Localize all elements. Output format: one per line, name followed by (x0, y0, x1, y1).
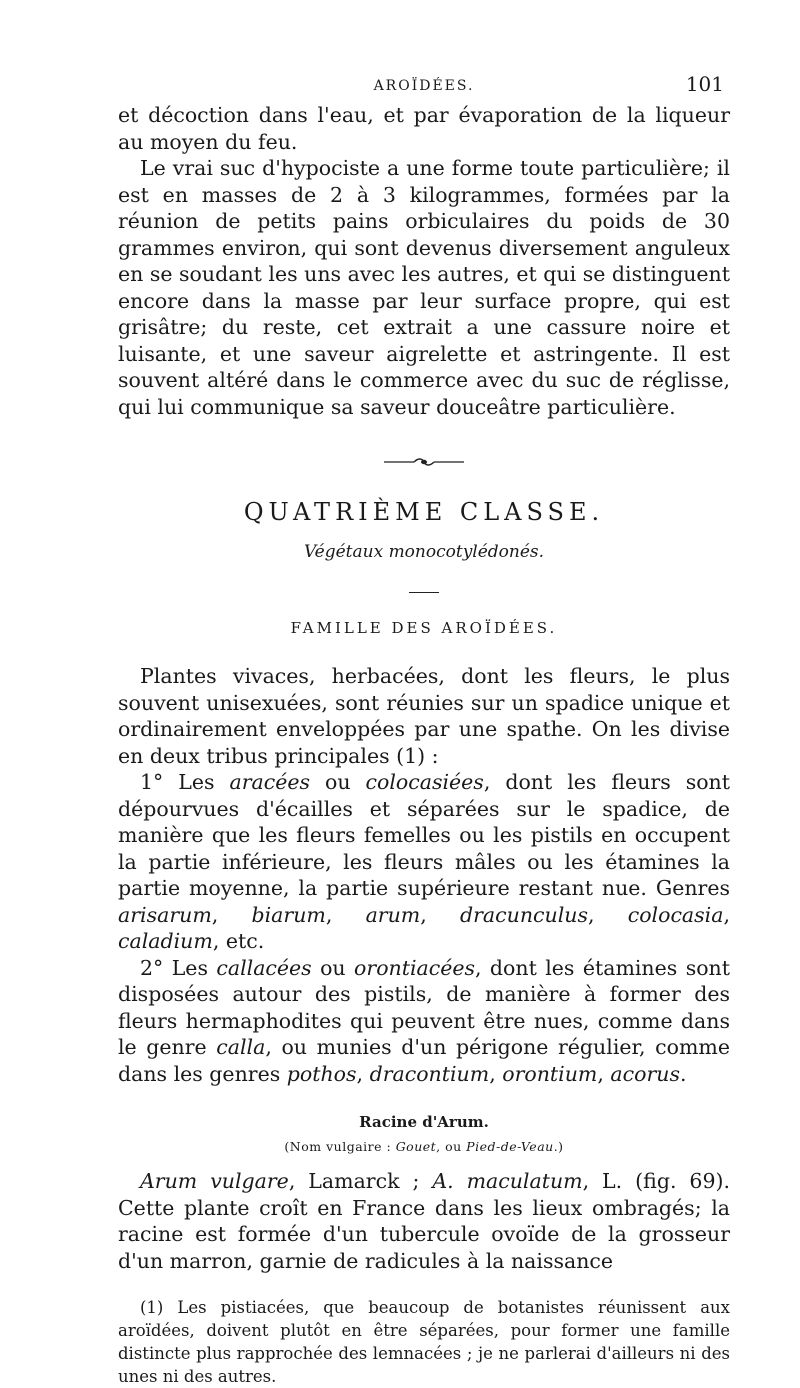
section-subtitle: (Nom vulgaire : Gouet, ou Pied-de-Veau.) (284, 1139, 564, 1154)
running-head (118, 72, 730, 102)
section-rule (409, 592, 439, 593)
class-subtitle: Végétaux monocotylédonés. (303, 542, 545, 562)
hypocist-paragraph: Le vrai suc d'hypociste a une forme toute particulière; il est en masses de 2 à 3 kilogrammes, formées par la réunion de petits pains orbiculaires du poids de 30 grammes environ, qui sont devenus diversement anguleux en se soudant les uns avec les autres, et qui se distinguent encore dans la masse par leur surface propre, qui est grisâtre; du reste, cet extrait a une cassure noire et luisante, et une saveur aigrelette et astringente. Il est souvent altéré dans le commerce avec du suc de réglisse, qui lui communique sa saveur douceâtre particulière. (118, 156, 730, 419)
tribe-1-paragraph: 1° Les aracées ou colocasiées, dont les fleurs sont dépourvues d'écailles et séparées sur le spadice, de manière que les fleurs femelles ou les pistils en occupent la partie inférieure, les fleurs mâles ou les étamines la partie moyenne, la partie supérieure restant nue. Genres arisarum, biarum, arum, dracunculus, colocasia, caladium, etc. (118, 770, 730, 953)
running-title: AROÏDÉES. (373, 78, 475, 94)
footnote-text: (1) Les pistiacées, que beaucoup de botanistes réunissent aux aroïdées, doivent plutôt en être séparées, pour former une famille distincte plus rapprochée des lemnacées ; je ne parlerai d'ailleurs ni des unes ni des autres. (118, 1298, 730, 1386)
arum-paragraph: Arum vulgare, Lamarck ; A. maculatum, L. (fig. 69). Cette plante croît en France dans les lieux ombragés; la racine est formée d'un tubercule ovoïde de la grosseur d'un marron, garnie de radicules à la naissance (118, 1169, 731, 1273)
ornament-divider-icon (384, 454, 464, 470)
page-number: 101 (685, 72, 724, 96)
family-title: FAMILLE DES AROÏDÉES. (290, 619, 558, 637)
class-title: QUATRIÈME CLASSE. (243, 498, 605, 526)
intro-paragraph: Plantes vivaces, herbacées, dont les fleurs, le plus souvent unisexuées, sont réunies sur un spadice unique et ordinairement enveloppées par une spathe. On les divise en deux tribus principales (1) : (118, 664, 730, 768)
section-title: Racine d'Arum. (359, 1113, 489, 1131)
book-page (118, 72, 730, 1388)
tribe-2-paragraph: 2° Les callacées ou orontiacées, dont les étamines sont disposées autour des pistils, de manière à former des fleurs hermaphodites qui peuvent être nues, comme dans le genre calla, ou munies d'un périgone régulier, comme dans les genres pothos, dracontium, orontium, acorus. (118, 955, 730, 1086)
continued-paragraph: et décoction dans l'eau, et par évaporation de la liqueur au moyen du feu. (118, 103, 730, 154)
footnote (118, 1296, 730, 1388)
